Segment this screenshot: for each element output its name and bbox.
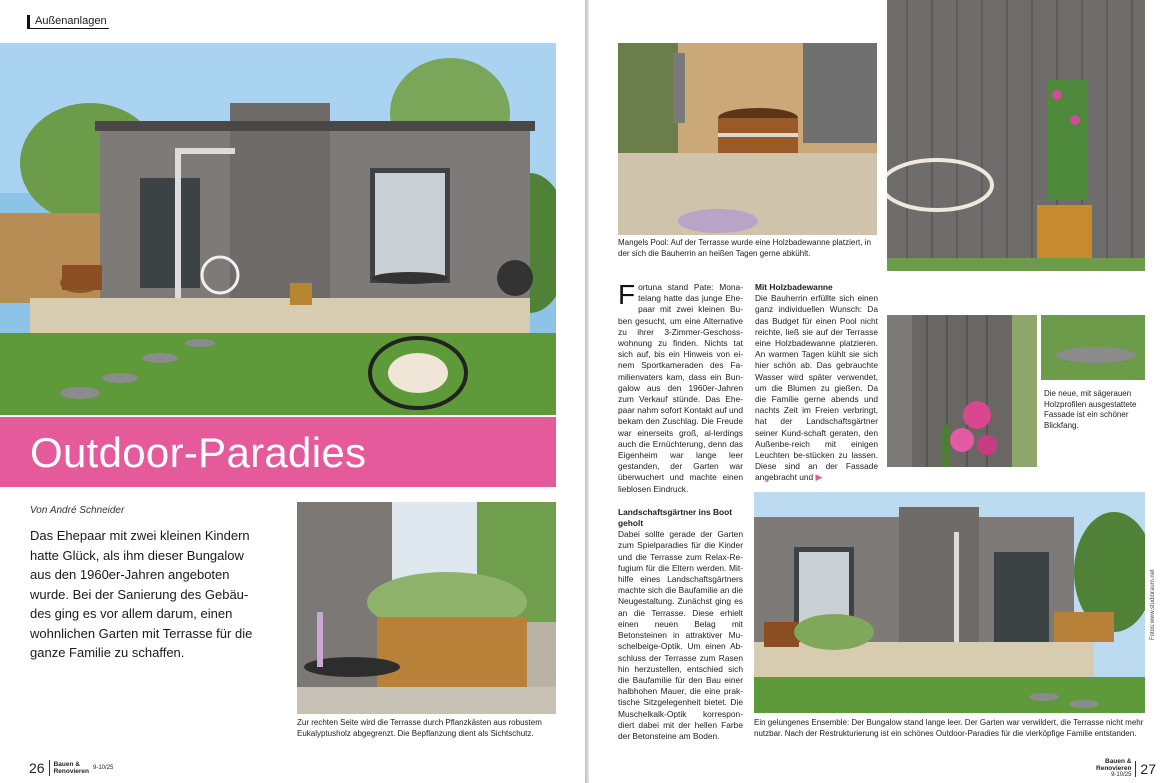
hero-photo-bungalow [0, 43, 556, 415]
page-number-left: 26 [29, 760, 45, 776]
folio-right [1096, 758, 1156, 779]
author-byline: Von André Schneider [30, 505, 125, 516]
dropcap: F [618, 279, 636, 310]
folio-separator [1135, 761, 1136, 777]
photo-wood-detail [887, 315, 1037, 467]
article-title: Outdoor-Paradies [30, 429, 367, 476]
section-tag: Außenanlagen [27, 15, 109, 29]
folio-separator [49, 760, 50, 776]
issue-left: 9-10/25 [92, 764, 114, 771]
photo-facade-swing [887, 0, 1145, 271]
caption-ensemble: Ein gelungenes Ensemble: Der Bungalow stand lange leer. Der Garten war verwildert, die Terrasse nicht mehr nutzbar. Nach der Restrukturierung ist ein schönes Outdoor-Paradies für die vierköpfige Familie entstanden. [754, 718, 1144, 738]
page-number-right: 27 [1140, 760, 1156, 777]
caption-planters: Zur rechten Seite wird die Terrasse durch Pflanzkästen aus robustem Eukalyptusholz abgegrenzt. Die Bepflanzung dient als Sichtschutz. [297, 718, 542, 738]
caption-facade: Die neue, mit sägerauen Holzprofilen ausgestattete Fassade ist ein schöner Blickfang. [1044, 389, 1137, 430]
left-page [0, 0, 585, 783]
caption-wooden-tub: Mangels Pool: Auf der Terrasse wurde eine Holzbadewanne platziert, in der sich die Bauherrin an heißen Tagen gerne abkühlt. [618, 238, 871, 258]
text-column-2 [755, 282, 878, 484]
paragraph-col2: Die Bauherrin erfüllte sich einen ganz individuellen Wunsch: Da das Budget für einen Pool nicht reichte, ließ sie auf der Terrasse eine Holzbadewanne platzieren. An warmen Tagen kühlt sie sich hier schön ab. Das gebrauchte Wasser wird später verwendet, um die Blumen zu gießen. Da die Familie gerne abends und nachts Zeit im Freien verbringt, hat der Landschaftsgärtner seiner Kund-schaft geraten, den Außenbe-reich mit einigen Leuchten be-stücken zu lassen. Diese sind an der Fassade angebracht und [755, 293, 878, 483]
subheading-holzbadewanne: Mit Holzbadewanne [755, 282, 833, 292]
magazine-brand-right: Bauen & Renovieren 9-10/25 [1096, 758, 1132, 778]
photo-lawn-strip [1041, 315, 1145, 380]
right-page [589, 0, 1174, 783]
photo-ensemble [754, 492, 1145, 713]
subheading-landschaftsgaertner: Landschaftsgärtner ins Boot geholt [618, 506, 733, 529]
photo-wooden-tub [618, 43, 877, 235]
title-band [0, 417, 556, 487]
folio-left [29, 760, 113, 776]
text-column-1 [618, 279, 743, 742]
magazine-brand-left: Bauen & Renovieren [53, 761, 89, 775]
paragraph-col1-second: Dabei sollte gerade der Garten zum Spielparadies für die Kinder und die Terrasse zum Relax-Re-fugium für die Eltern werden. Mit-hilfe eines Landschaftsgärtners machte sich die Baufamilie an die Neugestaltung. Zunächst ging es an die Terrasse. Diese erhielt einen neuen Belag mit Betonsteinen in attraktiver Mu-schelbeige-Optik. Um einen Ab-schluss der Terrasse zum Rasen hin herzustellen, entschied sich die Baufamilie für den Bau einer halbhohen Mauer, die eine prak-tische Sitzgelegenheit bietet. Die Muschelkalk-Optik korrespon-diert dabei mit der hellen Farbe der Betonsteine am Boden. [618, 529, 743, 741]
photo-credit: Fotos:www.studioraum.net [1150, 569, 1156, 640]
continue-arrow-icon: ▶ [815, 472, 823, 483]
photo-planters [297, 502, 556, 714]
intro-paragraph: Das Ehepaar mit zwei kleinen Kindern hatte Glück, als ihm dieser Bungalow aus den 1960er-Jahren angeboten wurde. Bei der Sanierung des Gebäu-des ging es vor allem darum, einen wohnlichen Garten mit Terrasse für die ganze Familie zu schaffen. [30, 528, 253, 660]
paragraph-intro-col1: Fortuna stand Pate: Mona-telang hatte das junge Ehe-paar mit zwei kleinen Bu-ben gesucht, um eine Alternative zu ihrer 3-Zimmer-Geschoss-wohnung zu finden. Nichts tat sich auf, bis ein Hinweis von ei-nem Sportkameraden des Fa-milienvaters kam, dass ein Bun-galow aus den 1960er-Jahren zum Verkauf stünde. Das Ehe-paar nahm sofort Kontakt auf und bekam den Zuschlag. Die Freude war einerseits groß, al-lerdings auch die Ernüchterung, denn das Eigenheim war lange leer gestanden, der Garten war überwuchert und machte einen lieblosen Eindruck. [618, 279, 743, 494]
